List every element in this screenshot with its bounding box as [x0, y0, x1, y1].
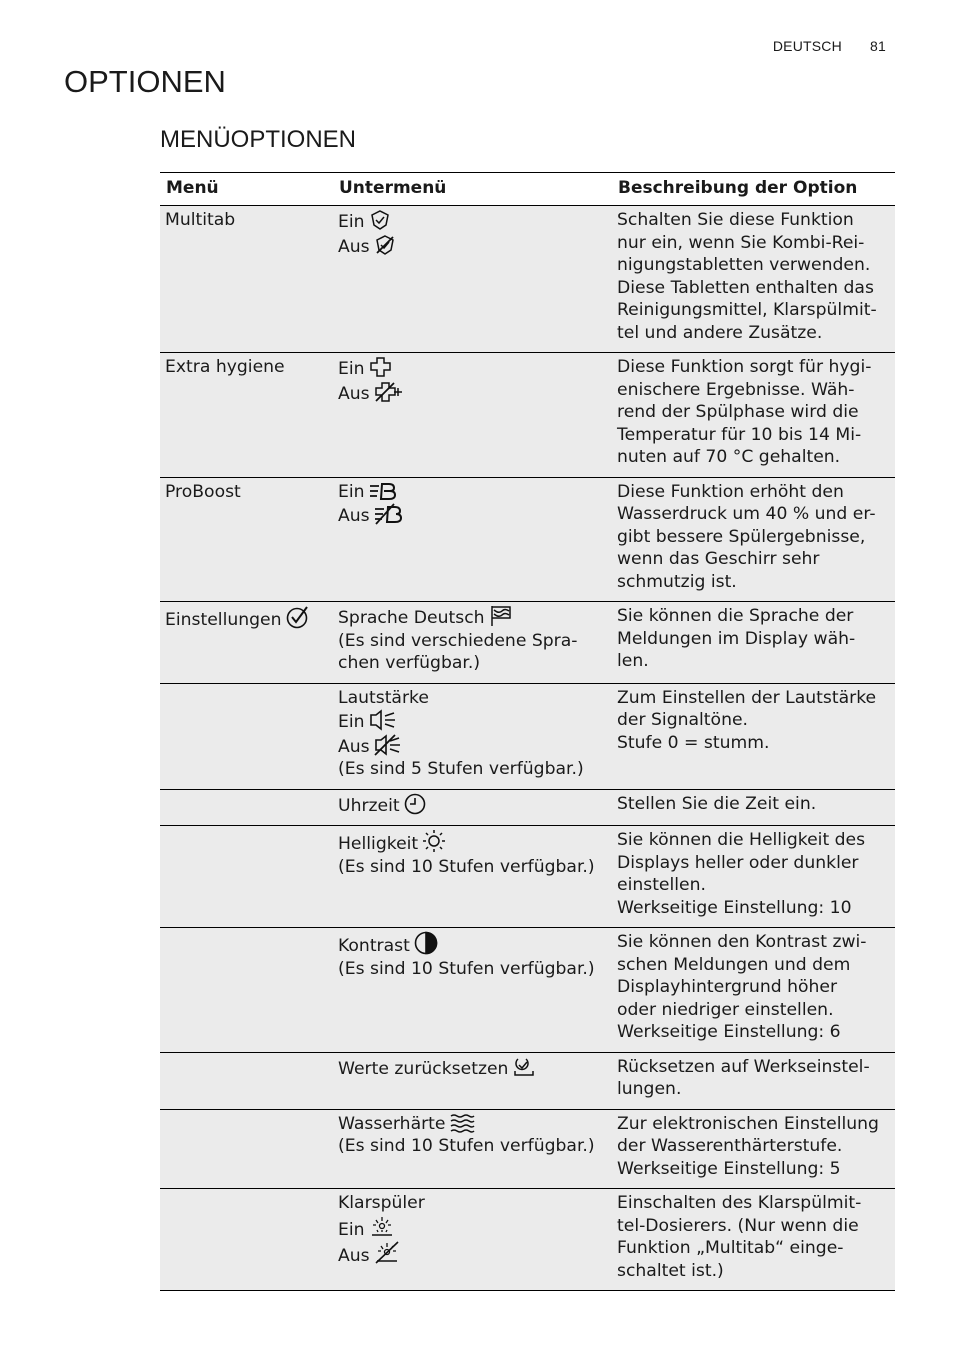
description-cell: [612, 602, 895, 684]
table-row: [160, 1109, 895, 1189]
submenu-line: [338, 503, 607, 528]
table-header-row: [160, 173, 895, 206]
description-line: len.: [617, 651, 649, 671]
table-row: [160, 928, 895, 1053]
table-row: [160, 789, 895, 826]
submenu-text: Sprache Deutsch: [338, 608, 485, 628]
submenu-text: (Es sind 10 Stufen verfügbar.): [338, 1136, 595, 1156]
description-line: enischere Ergebnisse. Wäh-: [617, 379, 855, 400]
submenu-cell: [333, 206, 612, 353]
page-number: 81: [870, 38, 886, 54]
description-cell: [612, 353, 895, 478]
submenu-text: Wasserhärte: [338, 1113, 446, 1134]
description-cell: [612, 477, 895, 602]
table-row: [160, 1052, 895, 1109]
description-line: Meldungen im Display wäh-: [617, 628, 856, 649]
menu-cell: [160, 477, 333, 602]
submenu-text: Ein: [338, 1219, 365, 1240]
description-line: Werkseitige Einstellung: 5: [617, 1158, 841, 1179]
menu-cell: [160, 1109, 333, 1189]
description-cell: [612, 1189, 895, 1291]
submenu-line: [338, 758, 607, 781]
submenu-text: (Es sind 10 Stufen verfügbar.): [338, 856, 595, 877]
submenu-text: Aus: [338, 1246, 370, 1266]
section-title: MENÜOPTIONEN: [160, 126, 357, 153]
description-line: Einschalten des Klarspülmit-: [617, 1193, 862, 1213]
menu-options-table: [160, 172, 895, 1291]
description-line: Diese Tabletten enthalten das: [617, 277, 874, 298]
column-header-description: Beschreibung der Option: [612, 173, 895, 206]
description-line: einstellen.: [617, 875, 706, 895]
volume-on-icon: [369, 709, 397, 731]
description-cell: [612, 1109, 895, 1189]
description-line: Sie können den Kontrast zwi-: [617, 932, 867, 952]
settings-check-icon: [286, 605, 310, 629]
description-line: Funktion „Multitab“ einge-: [617, 1238, 844, 1258]
submenu-line: [338, 1135, 607, 1158]
table-body: [160, 206, 895, 1291]
description-line: Stufe 0 = stumm.: [617, 732, 770, 753]
menu-cell: [160, 826, 333, 928]
description-line: der Wasserenthärterstufe.: [617, 1136, 843, 1156]
submenu-line: [338, 1113, 607, 1136]
submenu-cell: [333, 789, 612, 826]
submenu-text: Klarspüler: [338, 1193, 425, 1213]
submenu-text: Aus: [338, 236, 370, 257]
description-line: Zur elektronischen Einstellung: [617, 1113, 879, 1134]
proboost-on-icon: [369, 481, 397, 501]
submenu-line: [338, 209, 607, 234]
menu-label: Extra hygiene: [165, 357, 285, 377]
submenu-cell: [333, 928, 612, 1053]
description-cell: [612, 826, 895, 928]
description-line: Reinigungsmittel, Klarspülmit-: [617, 300, 877, 320]
description-line: oder niedriger einstellen.: [617, 999, 834, 1020]
menu-cell: [160, 1052, 333, 1109]
table-row: [160, 602, 895, 684]
description-cell: [612, 928, 895, 1053]
menu-cell: [160, 602, 333, 684]
submenu-cell: [333, 826, 612, 928]
multitab-on-icon: [369, 209, 391, 231]
menu-label: Einstellungen: [165, 610, 282, 630]
submenu-cell: [333, 683, 612, 789]
description-line: Sie können die Helligkeit des: [617, 830, 866, 850]
description-line: Displayhintergrund höher: [617, 977, 838, 997]
submenu-cell: [333, 602, 612, 684]
header-language: DEUTSCH: [772, 38, 842, 54]
column-header-submenu: Untermenü: [333, 173, 612, 206]
description-line: schaltet ist.): [617, 1260, 724, 1281]
description-line: Displays heller oder dunkler: [617, 852, 859, 873]
submenu-line: [338, 356, 607, 381]
multitab-off-icon: [374, 234, 396, 256]
description-line: nigungstabletten verwenden.: [617, 255, 871, 275]
submenu-line: [338, 734, 607, 759]
description-line: wenn das Geschirr sehr: [617, 549, 820, 569]
reset-icon: [512, 1056, 536, 1078]
table-row: [160, 353, 895, 478]
water-hardness-icon: [449, 1113, 475, 1133]
submenu-text: Uhrzeit: [338, 795, 400, 816]
submenu-line: [338, 630, 607, 653]
submenu-text: (Es sind 5 Stufen verfügbar.): [338, 759, 584, 779]
description-line: tel und andere Zusätze.: [617, 322, 823, 343]
description-line: Zum Einstellen der Lautstärke: [617, 687, 877, 708]
menu-cell: [160, 353, 333, 478]
submenu-line: [338, 931, 607, 958]
submenu-line: [338, 687, 607, 710]
description-cell: [612, 206, 895, 353]
description-line: Temperatur für 10 bis 14 Mi-: [617, 424, 862, 445]
description-line: Diese Funktion sorgt für hygi-: [617, 357, 872, 377]
submenu-cell: [333, 477, 612, 602]
submenu-text: chen verfügbar.): [338, 653, 481, 673]
menu-cell: [160, 928, 333, 1053]
language-flag-icon: [489, 605, 513, 627]
submenu-text: Aus: [338, 383, 370, 404]
description-line: Diese Funktion erhöht den: [617, 481, 844, 502]
submenu-line: [338, 652, 607, 675]
submenu-text: Aus: [338, 736, 370, 757]
submenu-line: [338, 1192, 607, 1215]
table-row: [160, 1189, 895, 1291]
page-header: [773, 38, 886, 54]
submenu-cell: [333, 1109, 612, 1189]
description-line: lungen.: [617, 1079, 682, 1099]
submenu-text: (Es sind verschiedene Spra-: [338, 630, 578, 651]
submenu-text: Aus: [338, 506, 370, 526]
submenu-line: [338, 381, 607, 406]
table-row: [160, 826, 895, 928]
submenu-line: [338, 1241, 607, 1268]
submenu-line: [338, 605, 607, 630]
hygiene-off-icon: [374, 381, 402, 403]
description-line: gibt bessere Spülergebnisse,: [617, 526, 866, 547]
rinse-aid-on-icon: [369, 1215, 395, 1239]
submenu-line: [338, 958, 607, 981]
description-cell: [612, 683, 895, 789]
proboost-off-icon: [374, 503, 404, 525]
submenu-line: [338, 1056, 607, 1081]
description-line: Schalten Sie diese Funktion: [617, 210, 854, 230]
submenu-line: [338, 709, 607, 734]
table-row: [160, 206, 895, 353]
submenu-line: [338, 829, 607, 856]
submenu-text: Kontrast: [338, 936, 410, 956]
description-line: Werkseitige Einstellung: 10: [617, 897, 852, 918]
submenu-line: [338, 793, 607, 818]
menu-cell: [160, 206, 333, 353]
description-line: tel-Dosierers. (Nur wenn die: [617, 1215, 859, 1236]
submenu-text: Ein: [338, 212, 365, 232]
description-line: Rücksetzen auf Werkseinstel-: [617, 1056, 870, 1077]
description-cell: [612, 1052, 895, 1109]
submenu-cell: [333, 1052, 612, 1109]
submenu-text: (Es sind 10 Stufen verfügbar.): [338, 958, 595, 979]
menu-label: ProBoost: [165, 481, 241, 502]
submenu-text: Helligkeit: [338, 834, 419, 854]
menu-cell: [160, 683, 333, 789]
description-line: Sie können die Sprache der: [617, 606, 854, 626]
table-row: [160, 477, 895, 602]
submenu-text: Ein: [338, 481, 365, 502]
description-line: nuten auf 70 °C gehalten.: [617, 447, 841, 467]
description-line: Werkseitige Einstellung: 6: [617, 1022, 841, 1042]
submenu-text: Lautstärke: [338, 687, 429, 708]
clock-icon: [404, 793, 426, 815]
contrast-icon: [414, 931, 438, 955]
volume-off-icon: [374, 734, 402, 756]
menu-label: Multitab: [165, 210, 236, 230]
description-line: der Signaltöne.: [617, 710, 748, 730]
menu-cell: [160, 1189, 333, 1291]
description-line: Stellen Sie die Zeit ein.: [617, 793, 817, 814]
description-line: schmutzig ist.: [617, 571, 737, 592]
rinse-aid-off-icon: [374, 1241, 400, 1265]
description-line: Wasserdruck um 40 % und er-: [617, 504, 876, 524]
menu-cell: [160, 789, 333, 826]
description-line: rend der Spülphase wird die: [617, 402, 859, 422]
submenu-line: [338, 856, 607, 879]
description-line: nur ein, wenn Sie Kombi-Rei-: [617, 232, 865, 253]
description-line: schen Meldungen und dem: [617, 954, 851, 975]
submenu-cell: [333, 1189, 612, 1291]
brightness-icon: [422, 829, 446, 853]
column-header-menu: Menü: [160, 173, 333, 206]
submenu-cell: [333, 353, 612, 478]
submenu-line: [338, 481, 607, 504]
table-row: [160, 683, 895, 789]
submenu-text: Werte zurücksetzen: [338, 1058, 509, 1079]
description-cell: [612, 789, 895, 826]
submenu-text: Ein: [338, 712, 365, 732]
submenu-line: [338, 234, 607, 259]
hygiene-on-icon: [369, 356, 393, 378]
page-title: OPTIONEN: [64, 64, 226, 99]
submenu-text: Ein: [338, 359, 365, 379]
submenu-line: [338, 1215, 607, 1242]
